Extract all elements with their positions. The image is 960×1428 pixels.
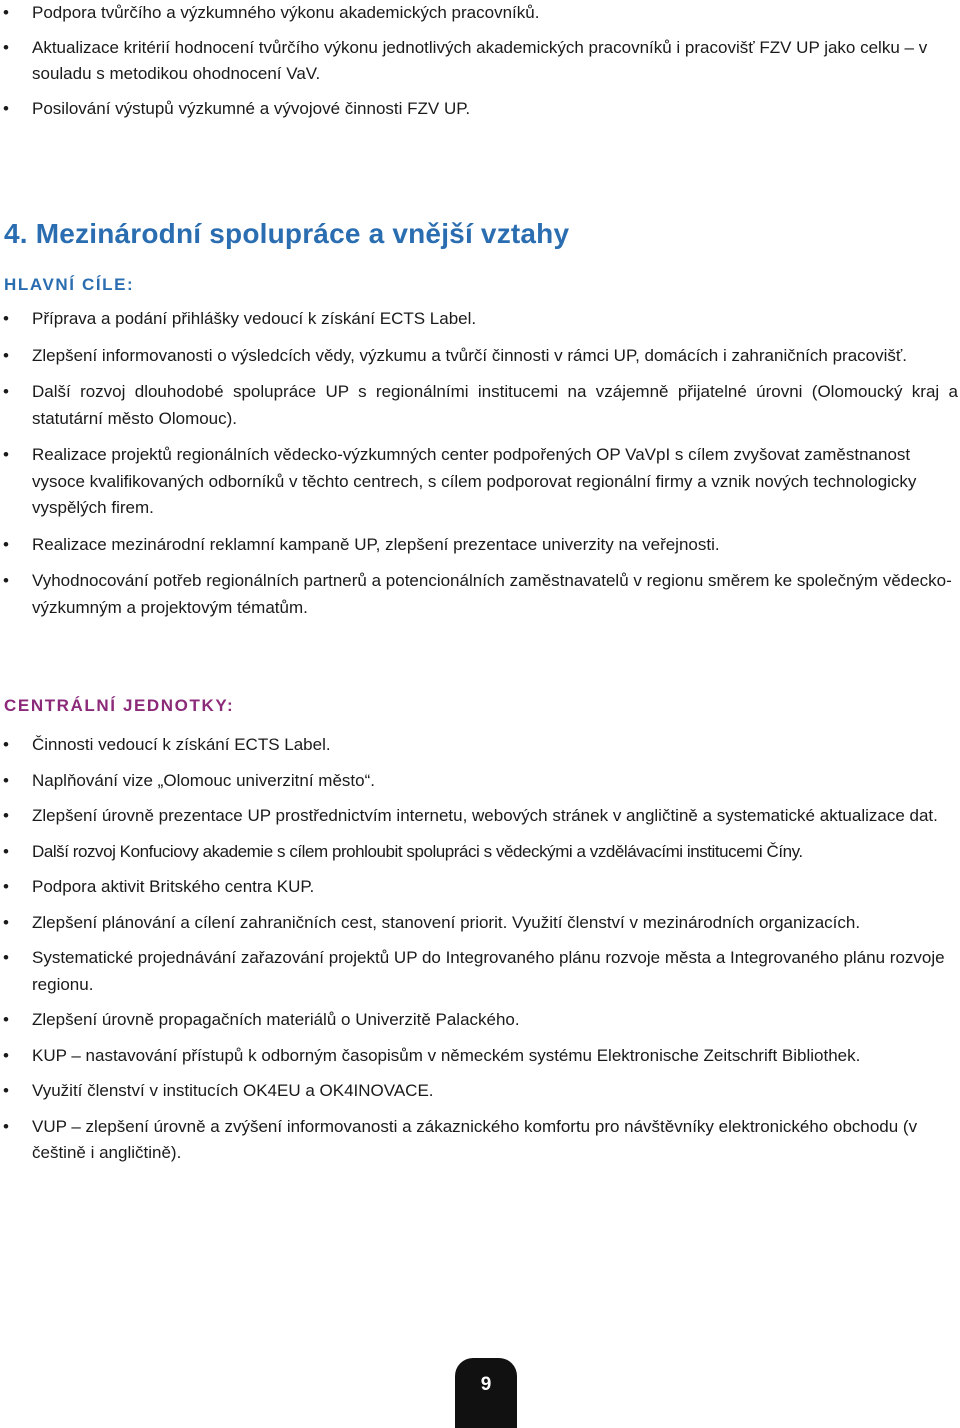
list-item — [0, 1114, 958, 1167]
bullet-icon: • — [3, 1045, 9, 1065]
list-item — [0, 732, 958, 759]
bullet-icon: • — [3, 948, 9, 967]
list-item — [0, 379, 958, 432]
bullet-icon: • — [3, 806, 9, 825]
list-item-text: Další rozvoj dlouhodobé spolupráce UP s regionálními institucemi na vzájemně přijatelné úrovni (Olomoucký kraj a statutární město Olomouc). — [32, 382, 958, 428]
bullet-list-goals — [0, 306, 958, 631]
bullet-icon: • — [3, 912, 9, 932]
bullet-icon: • — [3, 345, 9, 365]
bullet-list-top — [0, 0, 958, 130]
bullet-icon: • — [3, 770, 9, 790]
bullet-icon: • — [3, 1116, 9, 1136]
bullet-icon: • — [3, 445, 9, 464]
bullet-icon: • — [3, 534, 9, 554]
list-item-text: Podpora aktivit Britského centra KUP. — [32, 877, 315, 896]
bullet-list-central — [0, 732, 958, 1176]
list-item — [0, 0, 958, 27]
bullet-icon: • — [3, 309, 9, 328]
bullet-icon: • — [3, 3, 9, 22]
bullet-icon: • — [3, 98, 9, 118]
list-item-text: Posilování výstupů výzkumné a vývojové činnosti FZV UP. — [32, 98, 471, 118]
list-item-text: Aktualizace kritérií hodnocení tvůrčího výkonu jednotlivých akademických pracovníků i pracovišť FZV UP jako celku – v souladu s metodikou ohodnocení VaV. — [32, 37, 928, 83]
list-item — [0, 306, 958, 333]
bullet-icon: • — [3, 877, 9, 896]
list-item-text: Zlepšení úrovně prezentace UP prostřednictvím internetu, webových stránek v angličtině a systematické aktualizace dat. — [32, 806, 938, 825]
list-item-text: Příprava a podání přihlášky vedoucí k získání ECTS Label. — [32, 309, 477, 328]
list-item — [0, 442, 958, 522]
list-item-text: Zlepšení úrovně propagačních materiálů o Univerzitě Palackého. — [32, 1010, 520, 1029]
list-item — [0, 768, 958, 795]
list-item-text: Činnosti vedoucí k získání ECTS Label. — [32, 735, 331, 754]
list-item — [0, 839, 958, 866]
bullet-icon: • — [3, 37, 9, 57]
list-item — [0, 803, 958, 830]
list-item — [0, 96, 958, 123]
list-item-text: VUP – zlepšení úrovně a zvýšení informovanosti a zákaznického komfortu pro návštěvníky elektronického obchodu (v češtině i angličtině). — [32, 1116, 918, 1162]
bullet-icon: • — [3, 382, 9, 401]
bullet-icon: • — [3, 735, 9, 754]
list-item-text: Vyhodnocování potřeb regionálních partnerů a potencionálních zaměstnavatelů v regionu směrem ke společným vědecko-výzkumným a projektovým tématům. — [32, 571, 952, 617]
list-item-text: Zlepšení informovanosti o výsledcích vědy, výzkumu a tvůrčí činnosti v rámci UP, domácích i zahraničních pracovišť. — [32, 345, 907, 365]
list-item — [0, 910, 958, 937]
list-item — [0, 532, 958, 559]
list-item-text: Podpora tvůrčího a výzkumného výkonu akademických pracovníků. — [32, 3, 540, 22]
list-item — [0, 1043, 958, 1070]
page-number: 9 — [480, 1374, 492, 1395]
list-item-text: Naplňování vize „Olomouc univerzitní město“. — [32, 770, 375, 790]
bullet-icon: • — [3, 841, 9, 861]
list-item-text: KUP – nastavování přístupů k odborným časopisům v německém systému Elektronische Zeitschrift Bibliothek. — [32, 1045, 861, 1065]
bullet-icon: • — [3, 571, 9, 590]
central-units-heading: CENTRÁLNÍ JEDNOTKY: — [4, 696, 235, 715]
list-item-text: Zlepšení plánování a cílení zahraničních cest, stanovení priorit. Využití členství v mezinárodních organizacích. — [32, 912, 861, 932]
page-number-badge — [455, 1358, 517, 1428]
list-item-text: Systematické projednávání zařazování projektů UP do Integrovaného plánu rozvoje města a Integrovaného plánu rozvoje regionu. — [32, 948, 945, 994]
list-item — [0, 874, 958, 901]
bullet-icon: • — [3, 1081, 9, 1100]
list-item-text: Další rozvoj Konfuciovy akademie s cílem prohloubit spolupráci s vědeckými a vzdělávacími institucemi Číny. — [32, 841, 803, 861]
section-title: 4. Mezinárodní spolupráce a vnější vztahy — [4, 218, 570, 249]
bullet-icon: • — [3, 1010, 9, 1029]
list-item — [0, 945, 958, 998]
list-item-text: Využití členství v institucích OK4EU a OK4INOVACE. — [32, 1081, 434, 1100]
list-item-text: Realizace mezinárodní reklamní kampaně UP, zlepšení prezentace univerzity na veřejnosti. — [32, 534, 720, 554]
list-item — [0, 343, 958, 370]
list-item — [0, 568, 958, 621]
list-item — [0, 1078, 958, 1105]
list-item — [0, 35, 958, 88]
list-item-text: Realizace projektů regionálních vědecko-výzkumných center podpořených OP VaVpI s cílem zvyšovat zaměstnanost vysoce kvalifikovaných odborníků v těchto centrech, s cílem podporovat regionální firmy a vznik nových technologicky vyspělých firem. — [32, 445, 917, 517]
list-item — [0, 1007, 958, 1034]
goals-heading: HLAVNÍ CÍLE: — [4, 275, 135, 294]
